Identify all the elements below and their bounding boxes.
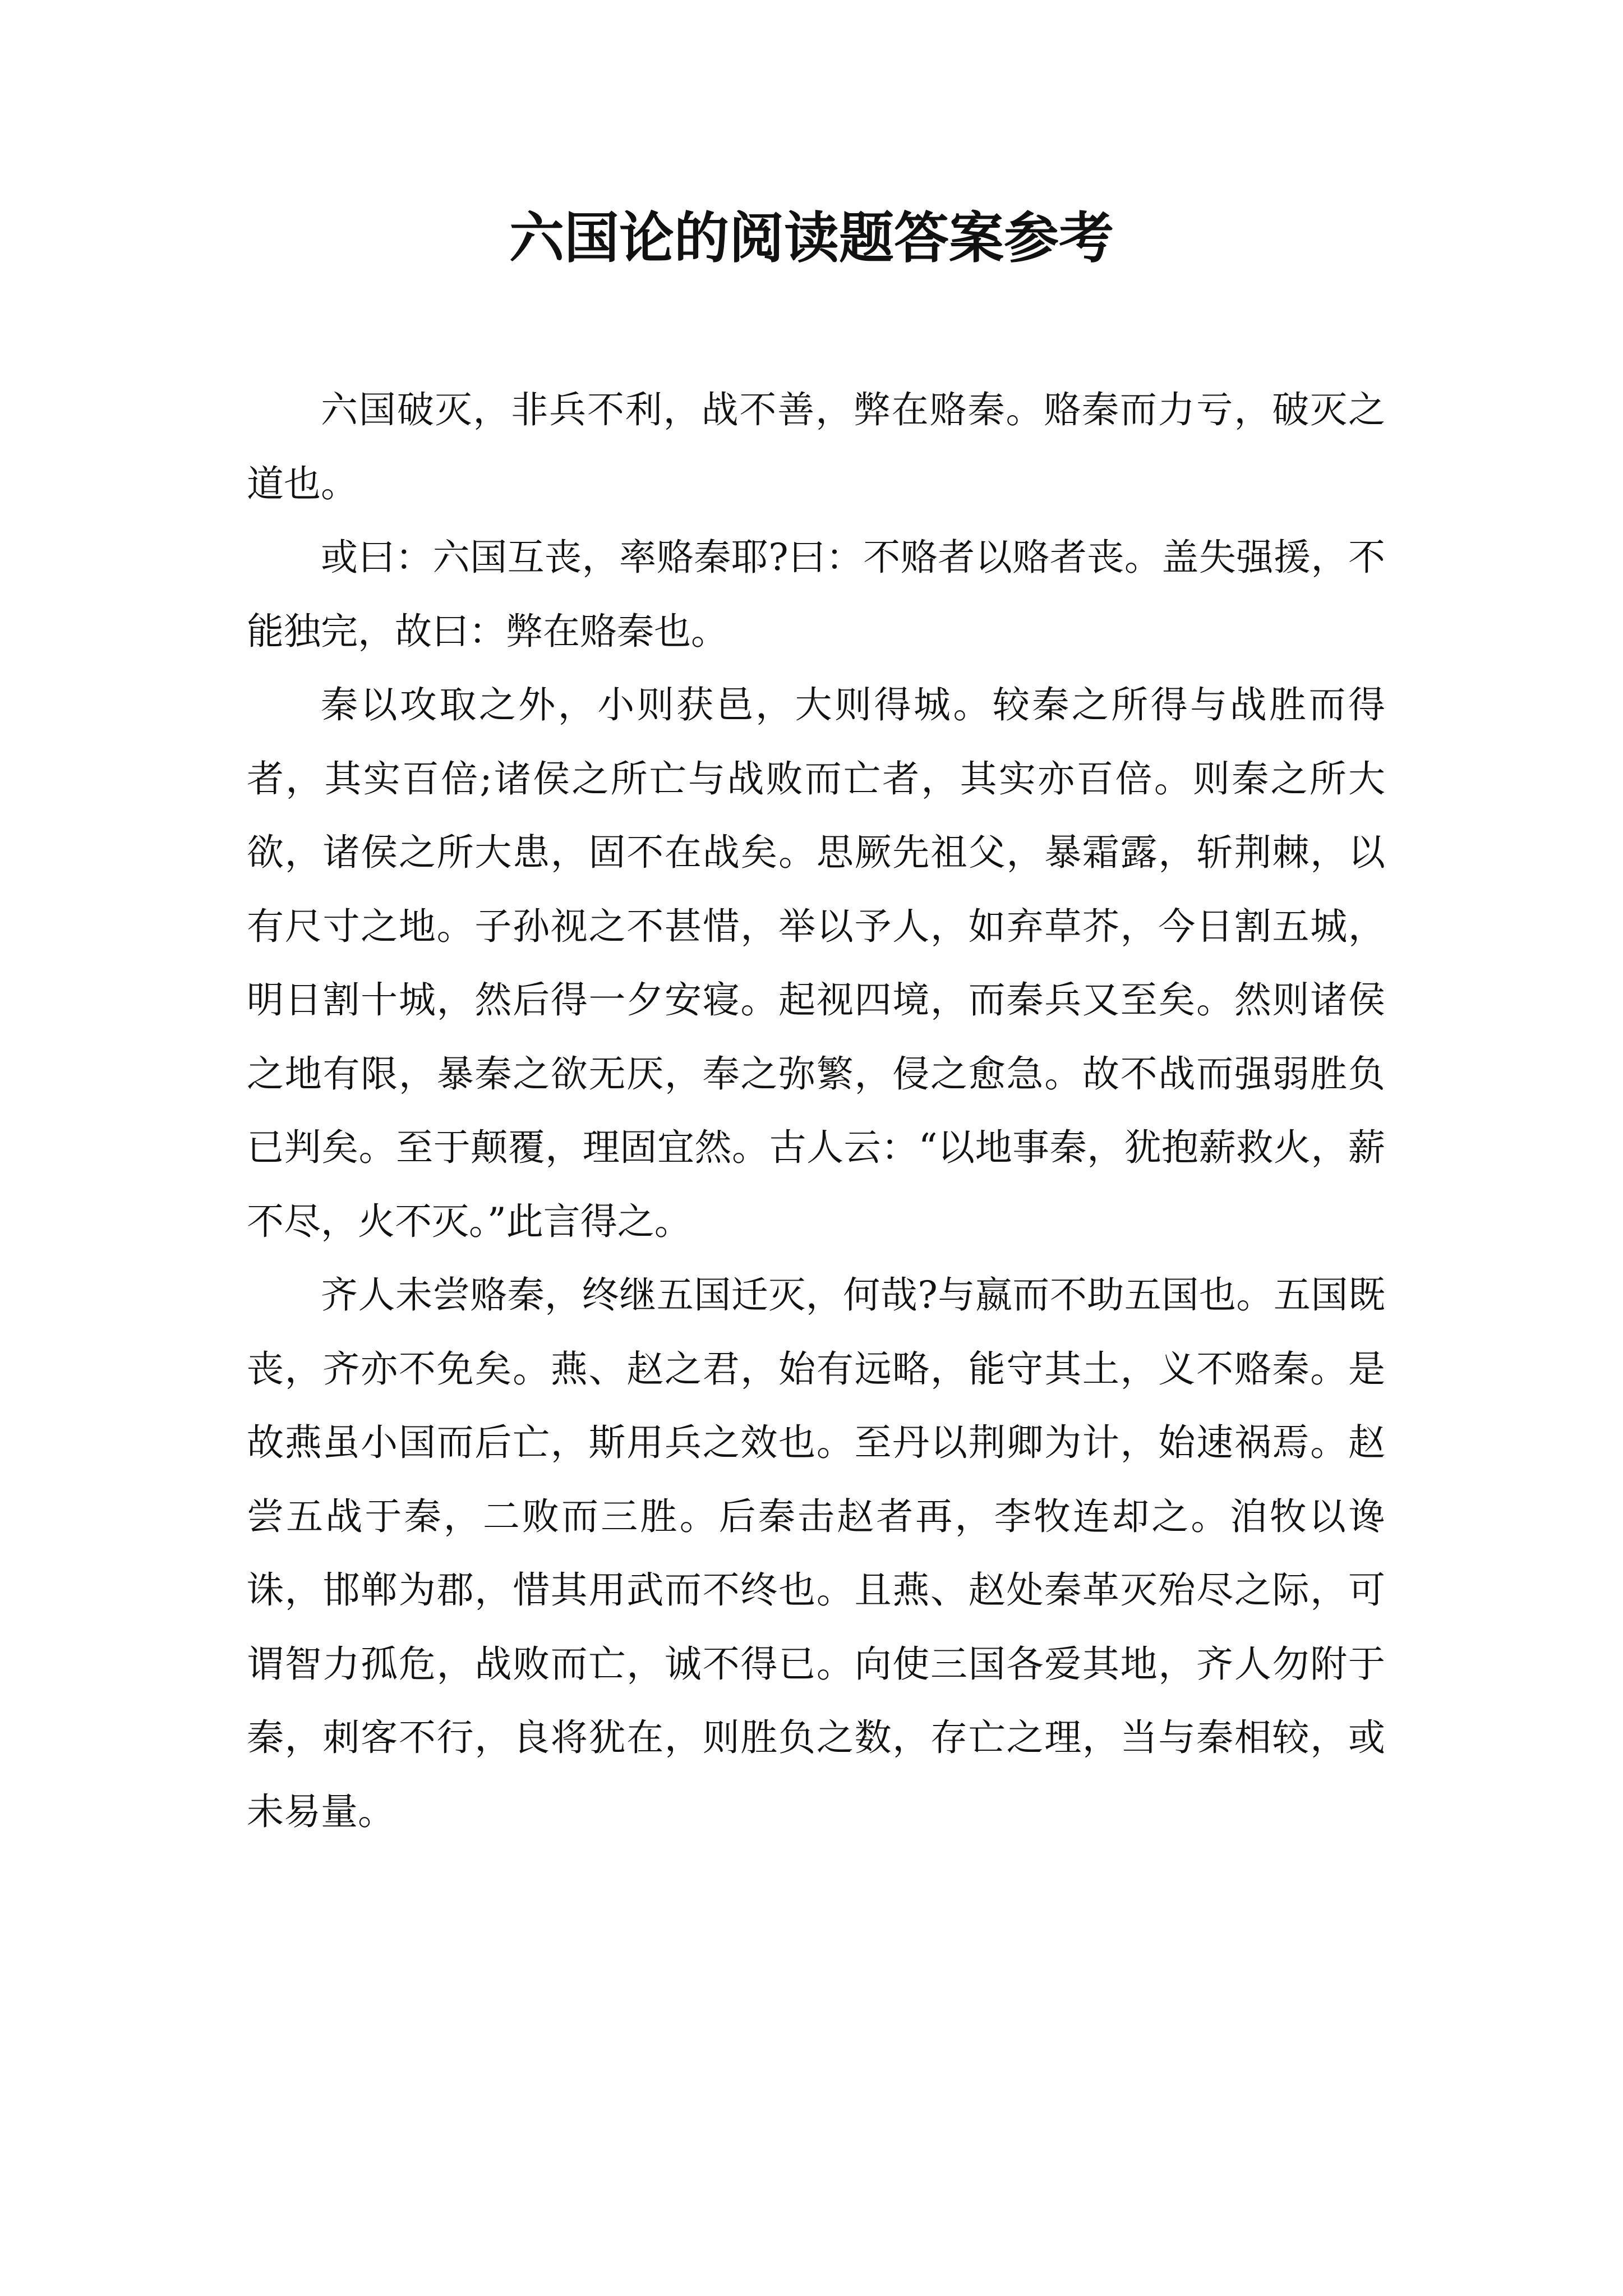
paragraph-2: 或曰：六国互丧，率赂秦耶?曰：不赂者以赂者丧。盖失强援，不能独完，故曰：弊在赂秦也。 bbox=[247, 536, 1385, 653]
paragraph-1: 六国破灭，非兵不利，战不善，弊在赂秦。赂秦而力亏，破灭之道也。 bbox=[247, 388, 1385, 505]
paragraph-3: 秦以攻取之外，小则获邑，大则得城。较秦之所得与战胜而得者，其实百倍;诸侯之所亡与战败而亡者，其实亦百倍。则秦之所大欲，诸侯之所大患，固不在战矣。思厥先祖父，暴霜露，斩荆棘，以有尺寸之地。子孙视之不甚惜，举以予人，如弃草芥，今日割五城，明日割十城，然后得一夕安寝。起视四境，而秦兵又至矣。然则诸侯之地有限，暴秦之欲无厌，奉之弥繁，侵之愈急。故不战而强弱胜负已判矣。至于颠覆，理固宜然。古人云：“以地事秦，犹抱薪救火，薪不尽，火不灭。”此言得之。 bbox=[247, 683, 1385, 1243]
document-title: 六国论的阅读题答案参考 bbox=[509, 206, 1114, 270]
paragraph-4: 齐人未尝赂秦，终继五国迁灭，何哉?与嬴而不助五国也。五国既丧，齐亦不免矣。燕、赵之君，始有远略，能守其土，义不赂秦。是故燕虽小国而后亡，斯用兵之效也。至丹以荆卿为计，始速祸焉。赵尝五战于秦，二败而三胜。后秦击赵者再，李牧连却之。洎牧以谗诛，邯郸为郡，惜其用武而不终也。且燕、赵处秦革灭殆尽之际，可谓智力孤危，战败而亡，诚不得已。向使三国各爱其地，齐人勿附于秦，刺客不行，良将犹在，则胜负之数，存亡之理，当与秦相较，或未易量。 bbox=[247, 1273, 1385, 1833]
document-body bbox=[247, 373, 1385, 1848]
